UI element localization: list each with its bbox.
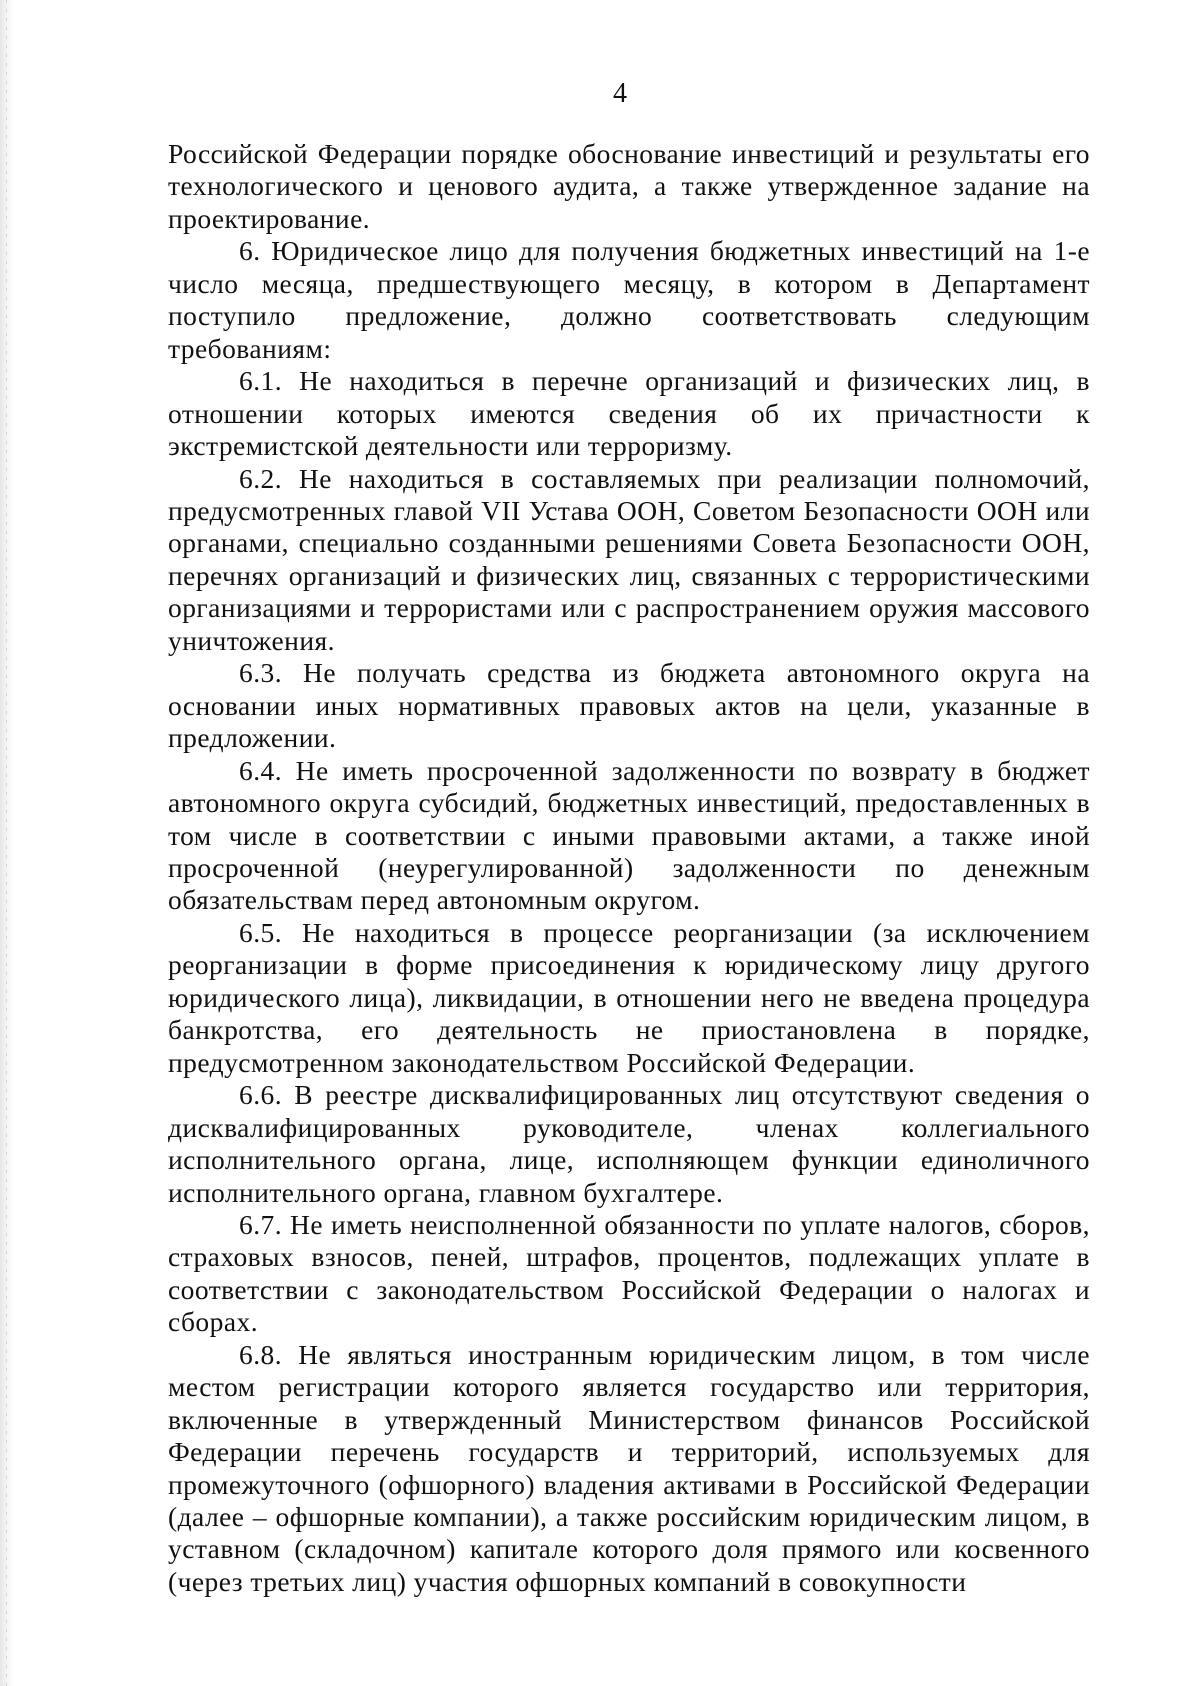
paragraph-item-6-2: 6.2. Не находиться в составляемых при реализации полномочий, предусмотренных главой VII Устава ООН, Советом Безопасности ООН или органами, специально созданными решениями Совета Безопасности ООН, перечнях организаций и физических лиц, связанных с террористическими организациями и террористами или с распространением оружия массового уничтожения. [168, 462, 1090, 656]
paragraph-item-6-5: 6.5. Не находиться в процессе реорганизации (за исключением реорганизации в форме присоединения к юридическому лицу другого юридического лица), ликвидации, в отношении него не введена процедура банкротства, его деятельность не приостановлена в порядке, предусмотренном законодательством Российской Федерации. [168, 916, 1090, 1078]
page-number: 4 [613, 78, 627, 109]
paragraph-item-6-3: 6.3. Не получать средства из бюджета автономного округа на основании иных нормативных правовых актов на цели, указанные в предложении. [168, 657, 1090, 754]
scan-edge [0, 0, 14, 1686]
paragraph-item-6-4: 6.4. Не иметь просроченной задолженности по возврату в бюджет автономного округа субсидий, бюджетных инвестиций, предоставленных в том числе в соответствии с иными правовыми актами, а также иной просроченной (неурегулированной) задолженности по денежным обязательствам перед автономным округом. [168, 754, 1090, 916]
paragraph-item-6-8: 6.8. Не являться иностранным юридическим лицом, в том числе местом регистрации которого является государство или территория, включенные в утвержденный Министерством финансов Российской Федерации перечень государств и территорий, используемых для промежуточного (офшорного) владения активами в Российской Федерации (далее – офшорные компании), а также российским юридическим лицом, в уставном (складочном) капитале которого доля прямого или косвенного (через третьих лиц) участия офшорных компаний в совокупности [168, 1338, 1090, 1597]
paragraph-continuation: Российской Федерации порядке обоснование инвестиций и результаты его технологического и ценового аудита, а также утвержденное задание на проектирование. [168, 138, 1090, 234]
paragraph-item-6-6: 6.6. В реестре дисквалифицированных лиц отсутствуют сведения о дисквалифицированных руководителе, членах коллегиального исполнительного органа, лице, исполняющем функции единоличного исполнительного органа, главном бухгалтере. [168, 1079, 1090, 1208]
paragraph-item-6-1: 6.1. Не находиться в перечне организаций и физических лиц, в отношении которых имеются сведения об их причастности к экстремистской деятельности или терроризму. [168, 365, 1090, 462]
paragraph-item-6: 6. Юридическое лицо для получения бюджетных инвестиций на 1-е число месяца, предшествующего месяцу, в котором в Департамент поступило предложение, должно соответствовать следующим требованиям: [168, 235, 1090, 364]
document-body [168, 138, 1090, 1598]
paragraph-item-6-7: 6.7. Не иметь неисполненной обязанности по уплате налогов, сборов, страховых взносов, пеней, штрафов, процентов, подлежащих уплате в соответствии с законодательством Российской Федерации о налогах и сборах. [168, 1208, 1090, 1338]
